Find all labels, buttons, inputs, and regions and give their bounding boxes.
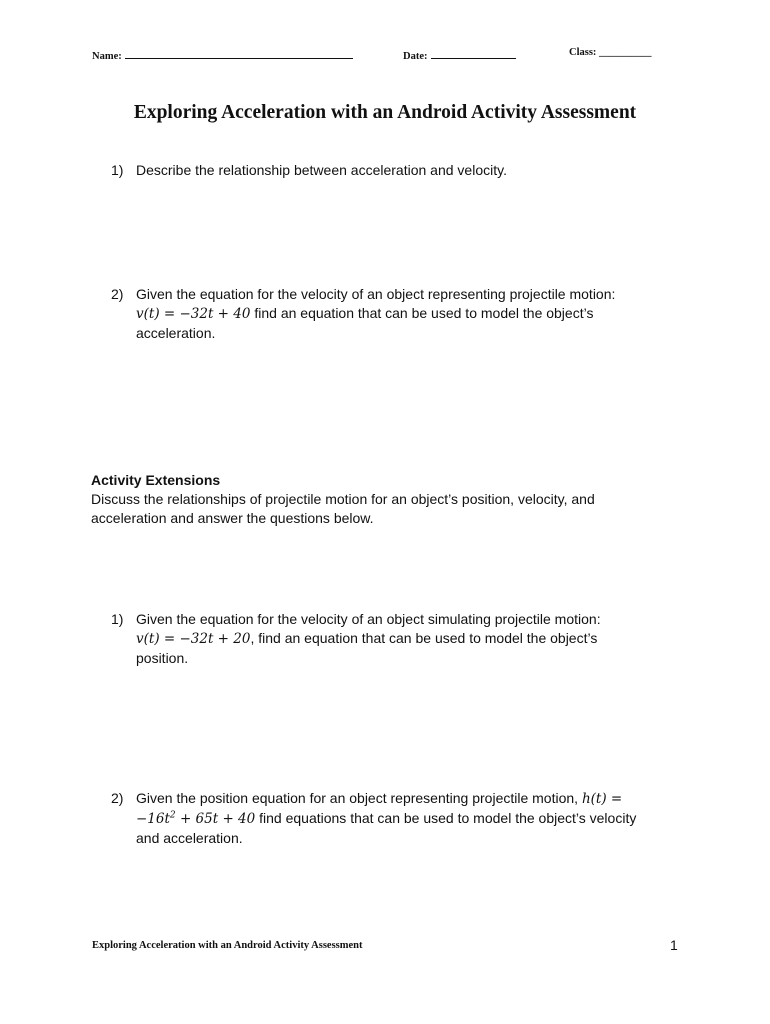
question-text [136, 789, 636, 848]
question-line: and acceleration. [136, 830, 243, 846]
velocity-equation: v(t) = −32t + 20 [136, 631, 251, 647]
question-number: 2) [111, 286, 124, 302]
page-title: Exploring Acceleration with an Android Activity Assessment [133, 102, 637, 123]
question-line: acceleration. [136, 325, 216, 341]
date-blank-line[interactable] [431, 47, 516, 59]
class-field[interactable] [569, 47, 652, 58]
question-number: 1) [111, 162, 124, 178]
question-line: Given the equation for the velocity of an object representing projectile motion: [136, 286, 616, 302]
question-text [136, 161, 507, 180]
question-number: 1) [111, 611, 124, 627]
question-line: v(t) = −32t + 20, find an equation that can be used to model the object’s [136, 630, 598, 647]
footer-title: Exploring Acceleration with an Android Activity Assessment [92, 940, 363, 951]
position-equation: $-16t^2 + 65t + 40$ [136, 810, 256, 827]
class-blank[interactable]: __________ [599, 47, 652, 58]
question-line: Describe the relationship between acceleration and velocity. [136, 162, 507, 178]
page-number: 1 [670, 937, 678, 953]
question-line: position. [136, 650, 189, 666]
question-text [136, 610, 601, 668]
question-line: v(t) = −32t + 40 find an equation that can be used to model the object’s [136, 305, 594, 322]
velocity-equation: v(t) = −32t + 40 [136, 306, 251, 322]
section-heading: Activity Extensions [91, 472, 221, 488]
name-label: Name: [92, 51, 122, 62]
header-fields [92, 47, 682, 63]
date-label: Date: [403, 51, 428, 62]
question-line: $-16t^2 + 65t + 40$ find equations that can be used to model the object’s velocity [136, 810, 637, 827]
question-line: Given the equation for the velocity of an object simulating projectile motion: [136, 611, 601, 627]
section-text-line: Discuss the relationships of projectile motion for an object’s position, velocity, and [91, 491, 595, 507]
question-number: 2) [111, 790, 124, 806]
question-line: Given the position equation for an object representing projectile motion, h(t) = [136, 790, 623, 807]
position-equation-start: h(t) = [581, 791, 623, 807]
name-blank-line[interactable] [125, 47, 353, 59]
name-field[interactable] [92, 47, 353, 62]
class-label: Class: [569, 47, 597, 58]
activity-extensions [91, 471, 595, 528]
date-field[interactable] [403, 47, 516, 62]
question-text [136, 285, 615, 343]
section-text-line: acceleration and answer the questions below. [91, 510, 374, 526]
